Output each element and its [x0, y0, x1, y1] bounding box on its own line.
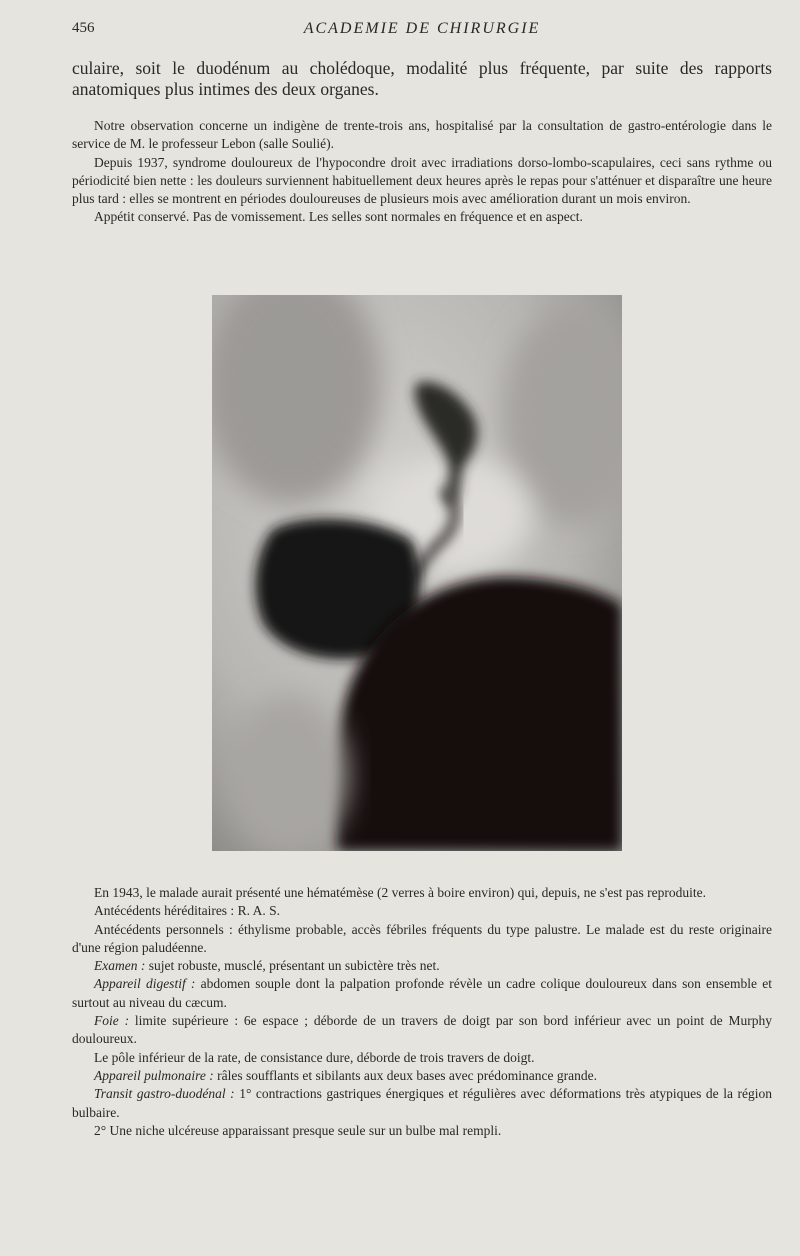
- paragraph: 2° Une niche ulcéreuse apparaissant presque seule sur un bulbe mal rempli.: [94, 1122, 502, 1138]
- paragraph: Appétit conservé. Pas de vomissement. Les selles sont normales en fréquence et en aspect.: [94, 209, 583, 225]
- paragraph-text: râles soufflants et sibilants aux deux bases avec prédominance grande.: [217, 1067, 597, 1083]
- paragraph: Notre observation concerne un indigène de trente-trois ans, hospitalisé par la consultation de gastro-entérologie dans le service de M. le professeur Lebon (salle Soulié).: [72, 118, 772, 152]
- section-label: Appareil digestif :: [94, 976, 196, 992]
- paragraph: Antécédents héréditaires : R. A. S.: [94, 903, 280, 919]
- lead-text: culaire, soit le duodénum au cholédoque, modalité plus fréquente, par suite des rapports anatomiques plus intimes des deux organes.: [72, 58, 772, 99]
- radiograph-image: [212, 295, 622, 851]
- observation-section: [72, 117, 772, 227]
- section-label: Foie :: [94, 1013, 130, 1029]
- paragraph: Depuis 1937, syndrome douloureux de l'hypocondre droit avec irradiations dorso-lombo-scapulaires, ceci sans rythme ou périodicité bien nette : les douleurs surviennent habituellement deux heures après le repas pour s'atténuer et disparaître une heure plus tard : elles se montrent en périodes douloureuses de plusieurs mois avec amélioration durant un mois environ.: [72, 154, 772, 207]
- lead-paragraph: [72, 58, 772, 100]
- section-label: Appareil pulmonaire :: [94, 1067, 214, 1083]
- paragraph: [72, 1067, 772, 1085]
- paragraph-text: limite supérieure : 6e espace ; déborde de un travers de doigt par son bord inférieur avec un point de Murphy douloureux.: [72, 1013, 772, 1047]
- paragraph-text: abdomen souple dont la palpation profonde révèle un cadre colique douloureux dans son ensemble et surtout au niveau du cæcum.: [72, 976, 772, 1010]
- paragraph-text: sujet robuste, musclé, présentant un subictère très net.: [148, 958, 440, 974]
- running-head: ACADEMIE DE CHIRURGIE: [303, 20, 541, 37]
- section-label: Transit gastro-duodénal :: [94, 1086, 235, 1102]
- paragraph: En 1943, le malade aurait présenté une hématémèse (2 verres à boire environ) qui, depuis, ne s'est pas reproduite.: [94, 885, 706, 900]
- radiograph-figure: [212, 295, 622, 851]
- paragraph: [72, 975, 772, 1012]
- history-section: [72, 884, 772, 1140]
- paragraph: [72, 1012, 772, 1049]
- page-header: [72, 20, 772, 42]
- paragraph-text: 1° contractions gastriques énergiques et régulières avec déformations très atypiques de la région bulbaire.: [72, 1086, 773, 1120]
- section-label: Examen :: [94, 958, 146, 974]
- paragraph: Antécédents personnels : éthylisme probable, accès fébriles fréquents du type palustre. Le malade est du reste originaire d'une région paludéenne.: [72, 921, 772, 955]
- paragraph: [72, 957, 772, 975]
- paragraph: Le pôle inférieur de la rate, de consistance dure, déborde de trois travers de doigt.: [94, 1049, 535, 1065]
- page-number: 456: [72, 20, 95, 36]
- paragraph: [72, 1085, 772, 1122]
